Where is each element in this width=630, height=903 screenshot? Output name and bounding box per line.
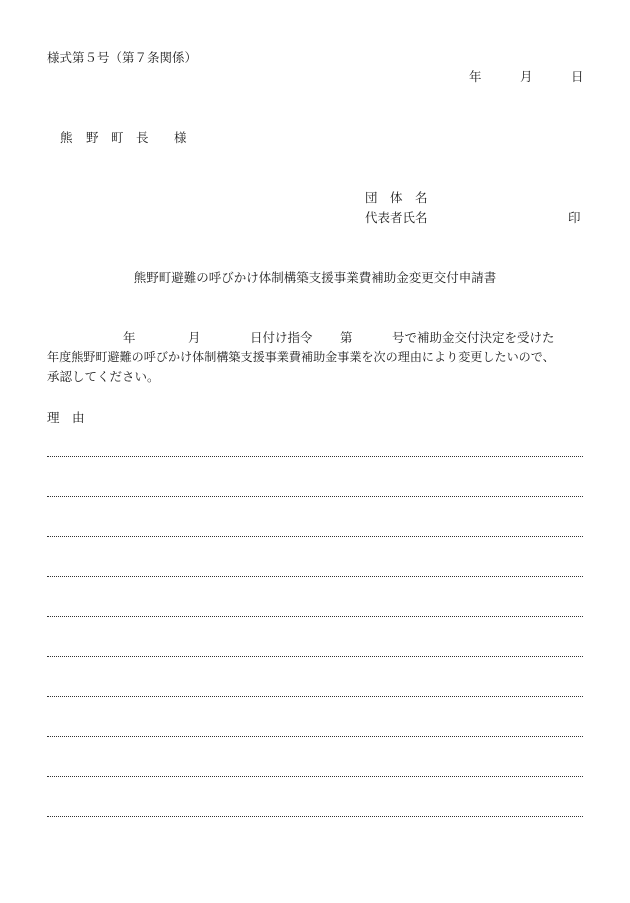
- body-date-ref: 日付け指令: [250, 330, 313, 345]
- reason-line: [47, 576, 583, 577]
- date-year-label: 年: [469, 69, 482, 84]
- org-name-label-char: 団: [365, 190, 378, 205]
- document-title: 熊野町避難の呼びかけ体制構築支援事業費補助金変更交付申請書: [133, 270, 497, 285]
- body-year-label: 年: [123, 330, 136, 345]
- reason-line: [47, 656, 583, 657]
- reason-line: [47, 736, 583, 737]
- body-line-3: 承認してください。: [47, 369, 160, 384]
- addressee-char: 熊: [60, 130, 73, 145]
- body-decision-text: 号で補助金交付決定を受けた: [392, 330, 555, 345]
- addressee-char: 長: [136, 130, 149, 145]
- reason-line: [47, 616, 583, 617]
- reason-line: [47, 776, 583, 777]
- body-line-2: 年度熊野町避難の呼びかけ体制構築支援事業費補助金事業を次の理由により変更したいので、: [47, 350, 555, 364]
- form-number: 様式第５号（第７条関係）: [47, 50, 198, 65]
- org-name-label-char: 名: [415, 190, 428, 205]
- date-day-label: 日: [571, 69, 584, 84]
- representative-label: 代表者氏名: [365, 210, 428, 225]
- addressee-honorific: 様: [174, 130, 187, 145]
- addressee-char: 野: [86, 130, 99, 145]
- reason-line: [47, 496, 583, 497]
- seal-mark: 印: [568, 210, 581, 225]
- reason-line: [47, 816, 583, 817]
- addressee-char: 町: [111, 130, 124, 145]
- reason-line: [47, 536, 583, 537]
- reason-line: [47, 456, 583, 457]
- org-name-label-char: 体: [390, 190, 403, 205]
- body-month-label: 月: [188, 330, 201, 345]
- reason-line: [47, 696, 583, 697]
- date-month-label: 月: [520, 69, 533, 84]
- reason-heading-char: 理: [47, 410, 60, 425]
- reason-heading-char: 由: [72, 410, 85, 425]
- body-dai-label: 第: [340, 330, 353, 345]
